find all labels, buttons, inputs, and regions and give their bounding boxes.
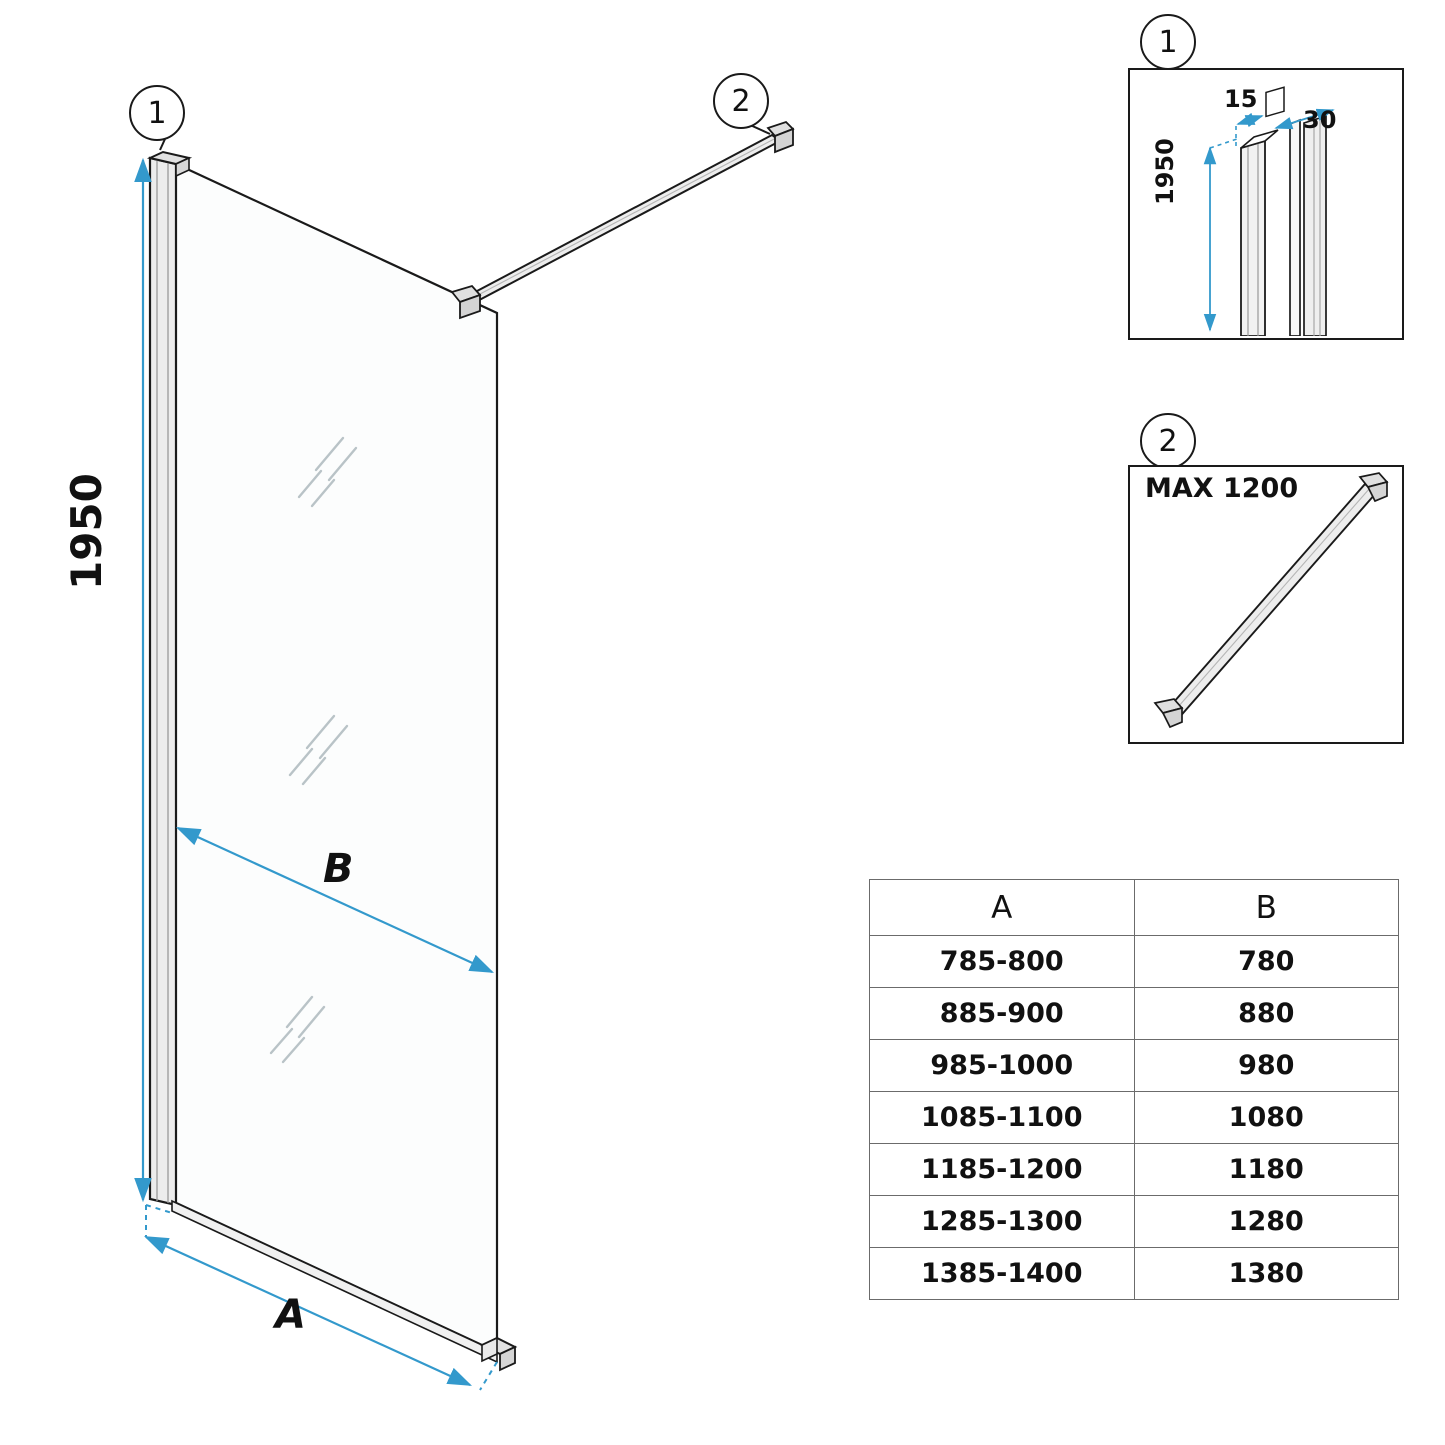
table-cell-b: 980 bbox=[1134, 1040, 1398, 1092]
detail-dim-30-label: 30 bbox=[1303, 106, 1337, 134]
detail-profile-body bbox=[1241, 141, 1265, 336]
table-cell-a: 785-800 bbox=[870, 936, 1135, 988]
table-header-a: A bbox=[870, 880, 1135, 936]
table-cell-a: 1085-1100 bbox=[870, 1092, 1135, 1144]
table-row bbox=[870, 1248, 1399, 1300]
dimension-a-ext-right bbox=[480, 1362, 497, 1390]
support-bar-highlight bbox=[463, 138, 776, 303]
table-cell-b: 1380 bbox=[1134, 1248, 1398, 1300]
dimension-a-ext-left2 bbox=[146, 1205, 172, 1213]
table-cell-b: 1080 bbox=[1134, 1092, 1398, 1144]
table-cell-a: 1285-1300 bbox=[870, 1196, 1135, 1248]
table-row bbox=[870, 1196, 1399, 1248]
table-header-b: B bbox=[1134, 880, 1398, 936]
detail-bar-highlight bbox=[1171, 488, 1370, 715]
detail-profile-slot bbox=[1266, 87, 1284, 116]
table-cell-a: 885-900 bbox=[870, 988, 1135, 1040]
table-cell-a: 1185-1200 bbox=[870, 1144, 1135, 1196]
detail-dim-15 bbox=[1238, 116, 1262, 124]
table-row bbox=[870, 936, 1399, 988]
callout-2-number: 2 bbox=[731, 83, 751, 119]
height-dimension-label: 1950 bbox=[62, 473, 111, 590]
table-header-row bbox=[870, 880, 1399, 936]
detail-dim-1950-label: 1950 bbox=[1151, 138, 1179, 205]
detail-1-bubble[interactable] bbox=[1140, 14, 1196, 70]
detail-2-bubble[interactable] bbox=[1140, 413, 1196, 469]
table-cell-b: 1180 bbox=[1134, 1144, 1398, 1196]
table-row bbox=[870, 1040, 1399, 1092]
width-a-label: A bbox=[275, 1292, 306, 1338]
wall-profile bbox=[150, 158, 176, 1205]
callout-1-number: 1 bbox=[147, 95, 167, 131]
detail-glass bbox=[1290, 120, 1300, 336]
table-cell-b: 780 bbox=[1134, 936, 1398, 988]
width-b-label: B bbox=[323, 846, 354, 892]
table-cell-a: 1385-1400 bbox=[870, 1248, 1135, 1300]
detail-glass-2 bbox=[1304, 116, 1326, 336]
callout-bubble-1[interactable] bbox=[129, 85, 185, 141]
table-row bbox=[870, 1144, 1399, 1196]
detail-2-drawing bbox=[1128, 465, 1400, 740]
dimension-table bbox=[869, 879, 1399, 1300]
table-row bbox=[870, 988, 1399, 1040]
glass-panel bbox=[172, 162, 497, 1352]
detail-dim-15-label: 15 bbox=[1224, 85, 1258, 113]
detail-2-max-label: MAX 1200 bbox=[1145, 473, 1299, 504]
table-cell-a: 985-1000 bbox=[870, 1040, 1135, 1092]
table-row bbox=[870, 1092, 1399, 1144]
table-cell-b: 1280 bbox=[1134, 1196, 1398, 1248]
detail-1-number: 1 bbox=[1158, 24, 1178, 60]
detail-2-number: 2 bbox=[1158, 423, 1178, 459]
table-cell-b: 880 bbox=[1134, 988, 1398, 1040]
callout-bubble-2[interactable] bbox=[713, 73, 769, 129]
